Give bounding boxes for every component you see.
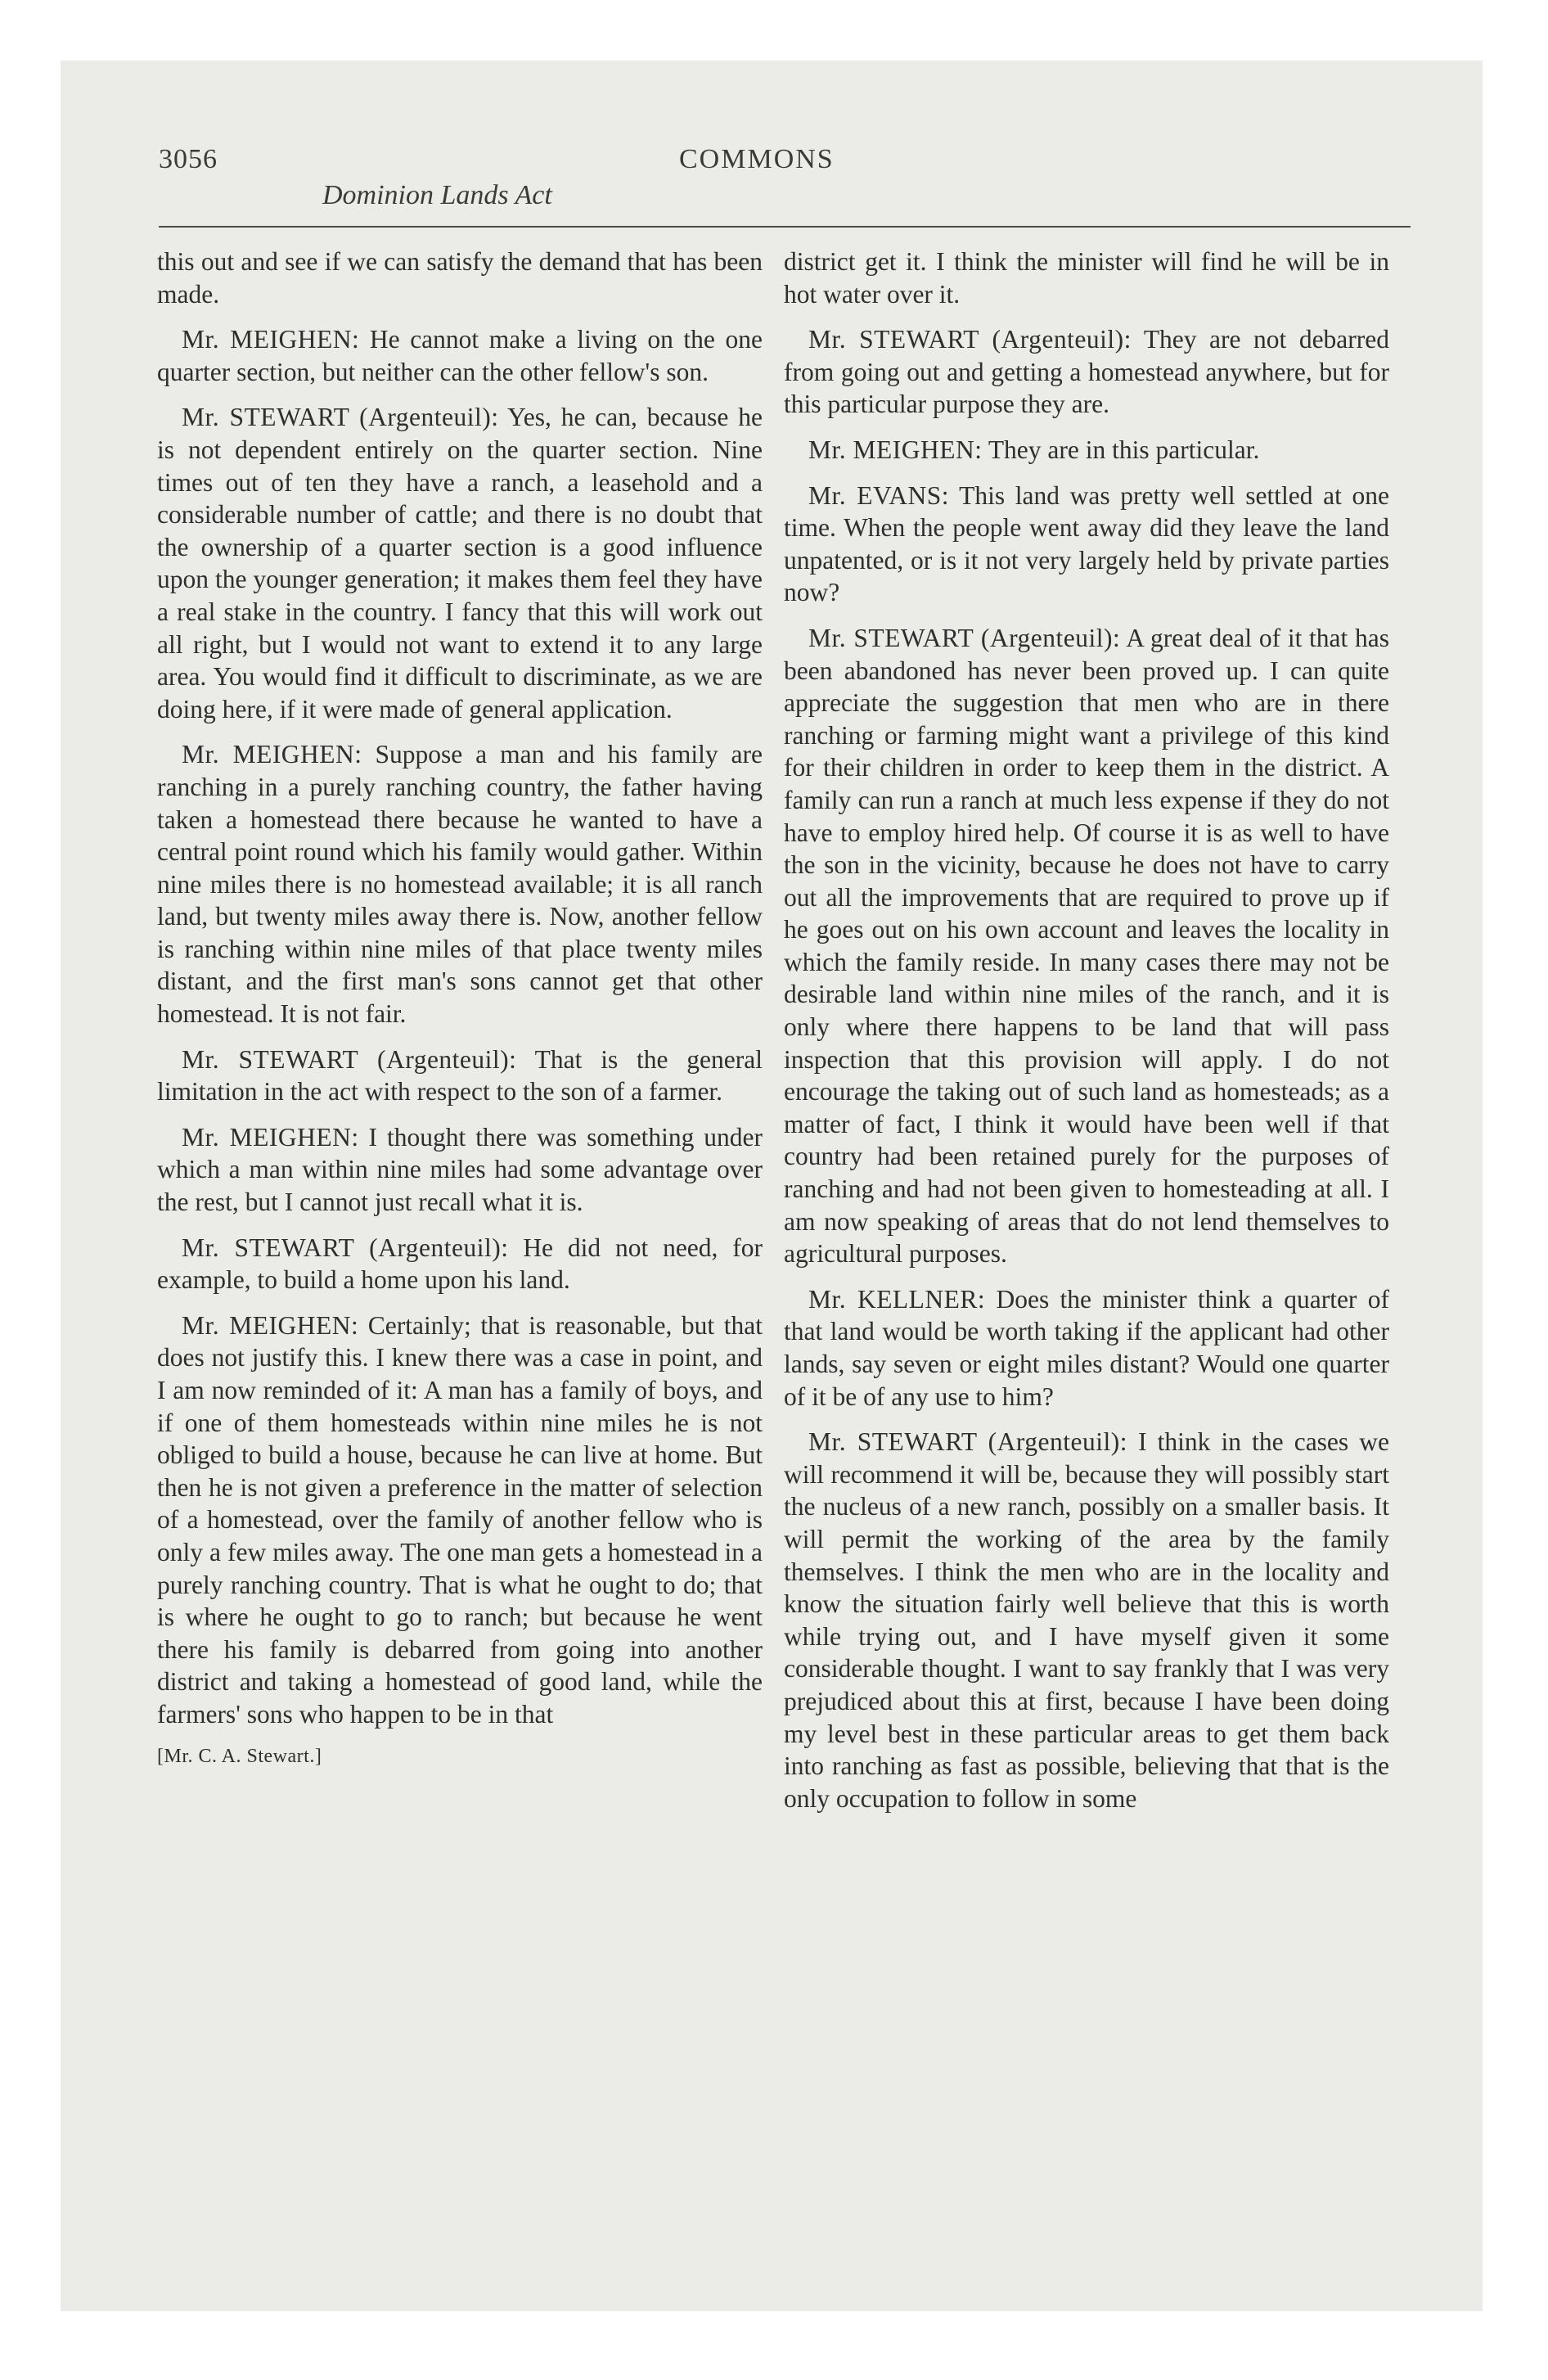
speech-paragraph — [157, 401, 763, 725]
speaker-name: Mr. STEWART (Argenteuil): — [808, 325, 1132, 354]
speaker-name: Mr. MEIGHEN: — [182, 740, 362, 769]
paragraph-text: Suppose a man and his family are ranching in a purely ranching country, the father having taken a homestead there because he wanted to have a central point round which his family would gather. Within nine miles there is no homestead available; it is all ranch land, but twenty miles away there is. Now, another fellow is ranching within nine miles of that place twenty miles distant, and the first man's sons cannot get that other homestead. It is not fair. — [157, 740, 763, 1029]
paragraph-text: this out and see if we can satisfy the demand that has been made. — [157, 247, 763, 309]
speaker-name: Mr. STEWART (Argenteuil): — [182, 1233, 509, 1262]
speech-paragraph — [157, 1044, 763, 1108]
page-header — [159, 144, 1411, 218]
speaker-name: Mr. MEIGHEN: — [808, 435, 983, 464]
speech-paragraph — [157, 1232, 763, 1296]
speaker-name: Mr. STEWART (Argenteuil): — [808, 623, 1121, 652]
speech-paragraph — [784, 1426, 1389, 1814]
speaker-name: Mr. KELLNER: — [808, 1284, 986, 1314]
speaker-name: Mr. STEWART (Argenteuil): — [182, 1044, 517, 1074]
paragraph-text: That is the general limitation in the act with respect to the son of a farmer. — [157, 1044, 763, 1107]
speech-paragraph — [157, 1309, 763, 1731]
speaker-name: Mr. STEWART (Argenteuil): — [182, 403, 499, 432]
paragraph-text: Certainly; that is reasonable, but that does not justify this. I knew there was a case in point, and I am now reminded of it: A man has a family of boys, and if one of them homesteads within nine miles he is not obliged to build a house, because he can live at home. But then he is not given a preference in the matter of selection of a homestead, over the family of another fellow who is only a few miles away. The one man gets a homestead in a purely ranching country. That is what he ought to do; that is where he ought to go to ranch; but because he went there his family is debarred from going into another district and taking a homestead of good land, while the farmers' sons who happen to be in that — [157, 1310, 763, 1729]
paragraph-text: This land was pretty well settled at one time. When the people went away did they leave the land unpatented, or is it not very largely held by private parties now? — [784, 480, 1389, 607]
paragraph-text: He cannot make a living on the one quarter section, but neither can the other fellow's son. — [157, 325, 763, 386]
speaker-name: Mr. MEIGHEN: — [182, 1122, 359, 1152]
speaker-name: Mr. MEIGHEN: — [182, 325, 360, 354]
paragraph-text: They are in this particular. — [988, 435, 1260, 464]
speech-paragraph — [784, 480, 1389, 609]
paragraph-text: I think in the cases we will recommend it will be, because they will possibly start the nucleus of a new ranch, possibly on a smaller basis. It will permit the working of the area by the family themselves. I think the men who are in the locality and know the situation fairly well believe that this is worth while trying out, and I have myself given it some considerable thought. I want to say frankly that I was very prejudiced about this at first, because I have been doing my level best in these particular areas to get them back into ranching as fast as possible, believing that that is the only occupation to follow in some — [784, 1427, 1389, 1813]
continued-paragraph — [157, 246, 763, 310]
speech-paragraph — [157, 323, 763, 388]
continued-paragraph — [784, 246, 1389, 310]
running-title: Dominion Lands Act — [322, 180, 552, 210]
header-rule — [159, 226, 1411, 228]
speaker-name: Mr. MEIGHEN: — [182, 1310, 359, 1340]
left-column — [157, 246, 763, 1769]
right-column — [784, 246, 1389, 1828]
paragraph-text: Does the minister think a quarter of that land would be worth taking if the applicant had other lands, say seven or eight miles distant? Would one quarter of it be of any use to him? — [784, 1284, 1389, 1411]
speaker-name: Mr. EVANS: — [808, 480, 949, 510]
paragraph-text: A great deal of it that has been abandoned has never been proved up. I can quite appreciate the suggestion that men who are in there ranching or farming might want a privilege of this kind for their children in order to keep them in the district. A family can run a ranch at much less expense if they do not have to employ hired help. Of course it is as well to have the son in the vicinity, because he does not have to carry out all the improvements that are required to prove up if he goes out on his own account and leaves the locality in which the family reside. In many cases there may not be desirable land within nine miles of the ranch, and it is only where there happens to be land that will pass inspection that this provision will apply. I do not encourage the taking out of such land as homesteads; as a matter of fact, I think it would have been well if that country had been retained purely for the purposes of ranching and had not been given to homesteading at all. I am now speaking of areas that do not lend themselves to agricultural purposes. — [784, 623, 1389, 1269]
speech-paragraph — [157, 738, 763, 1030]
paragraph-text: They are not debarred from going out and getting a homestead anywhere, but for this particular purpose they are. — [784, 325, 1389, 419]
speaker-name: Mr. STEWART (Argenteuil): — [808, 1427, 1127, 1457]
chamber-heading: COMMONS — [679, 144, 835, 174]
speech-paragraph — [784, 622, 1389, 1270]
speech-paragraph — [784, 1283, 1389, 1413]
paragraph-text: Yes, he can, because he is not dependent entirely on the quarter section. Nine times out of ten they have a ranch, a leasehold and a considerable number of cattle; and there is no doubt that the ownership of a quarter section is a good influence upon the younger generation; it makes them feel they have a real stake in the country. I fancy that this will work out all right, but I would not want to extend it to any large area. You would find it difficult to discriminate, as we are doing here, if it were made of general application. — [157, 403, 763, 723]
speech-paragraph — [157, 1121, 763, 1219]
paragraph-text: I thought there was something under which a man within nine miles had some advantage over the rest, but I cannot just recall what it is. — [157, 1122, 763, 1217]
paragraph-text: district get it. I think the minister will find he will be in hot water over it. — [784, 247, 1389, 309]
page-number: 3056 — [159, 144, 218, 174]
speaker-footnote: [Mr. C. A. Stewart.] — [157, 1745, 322, 1767]
speech-paragraph — [784, 434, 1389, 467]
paragraph-text: He did not need, for example, to build a home upon his land. — [157, 1233, 763, 1295]
speech-paragraph — [784, 323, 1389, 421]
